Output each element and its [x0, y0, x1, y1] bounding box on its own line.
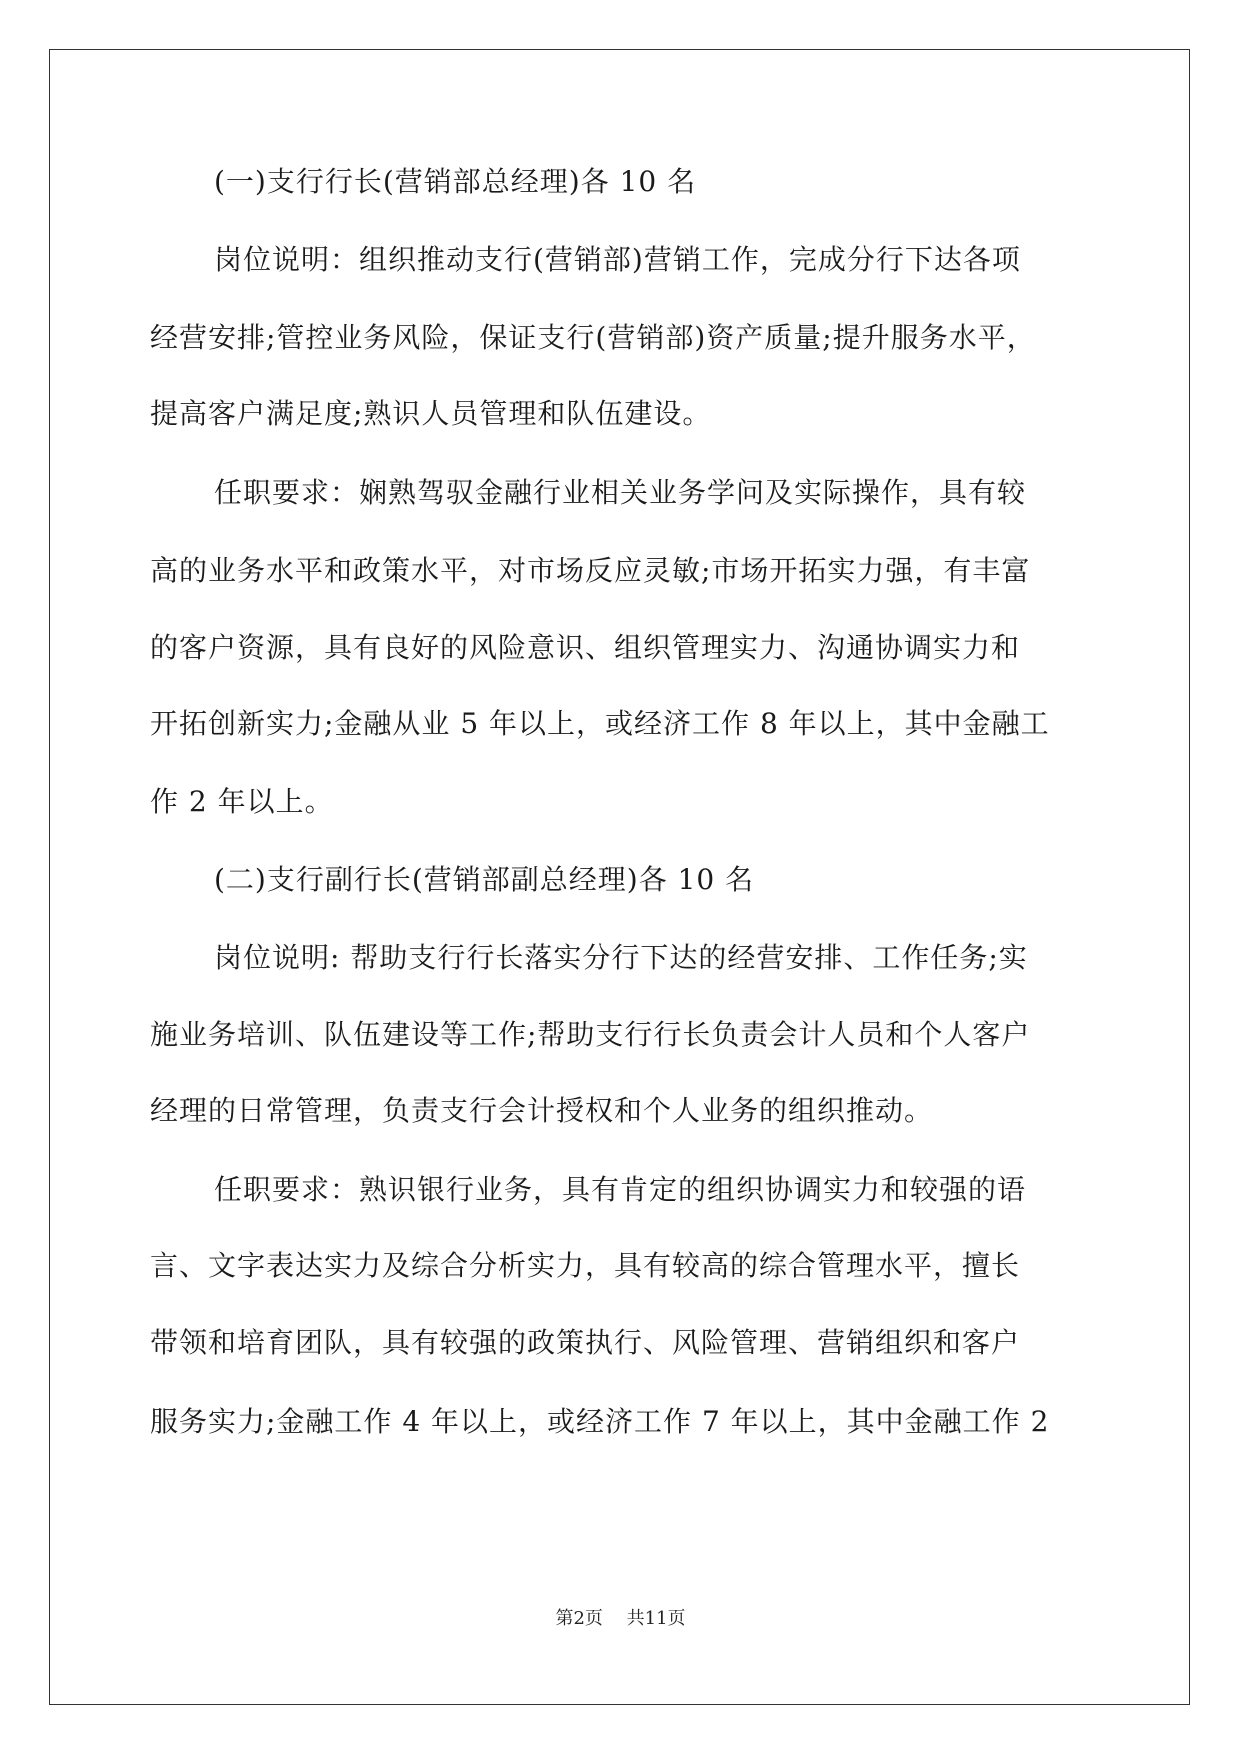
- paragraph-line: 高的业务水平和政策水平，对市场反应灵敏;市场开拓实力强，有丰富: [150, 554, 1031, 587]
- paragraph-line: 任职要求：熟识银行业务，具有肯定的组织协调实力和较强的语: [214, 1173, 1027, 1206]
- section-heading-1: (一)支行行长(营销部总经理)各 10 名: [214, 165, 697, 198]
- paragraph-line: 开拓创新实力;金融从业 5 年以上，或经济工作 8 年以上，其中金融工: [150, 707, 1050, 740]
- paragraph-line: 作 2 年以上。: [150, 785, 334, 818]
- paragraph-line: 带领和培育团队，具有较强的政策执行、风险管理、营销组织和客户: [150, 1326, 1021, 1359]
- page-number: 第2页: [555, 1608, 603, 1629]
- paragraph-line: 言、文字表达实力及综合分析实力，具有较高的综合管理水平，擅长: [150, 1249, 1021, 1282]
- paragraph-line: 施业务培训、队伍建设等工作;帮助支行行长负责会计人员和个人客户: [150, 1018, 1031, 1051]
- paragraph-line: 提高客户满足度;熟识人员管理和队伍建设。: [150, 397, 712, 430]
- paragraph-line: 岗位说明: 帮助支行行长落实分行下达的经营安排、工作任务;实: [214, 941, 1028, 974]
- paragraph-line: 岗位说明：组织推动支行(营销部)营销工作，完成分行下达各项: [214, 243, 1021, 276]
- page-footer: [0, 1604, 1241, 1630]
- paragraph-line: 服务实力;金融工作 4 年以上，或经济工作 7 年以上，其中金融工作 2: [150, 1405, 1050, 1438]
- page-total: 共11页: [626, 1608, 686, 1629]
- paragraph-line: 的客户资源，具有良好的风险意识、组织管理实力、沟通协调实力和: [150, 631, 1021, 664]
- paragraph-line: 经理的日常管理，负责支行会计授权和个人业务的组织推动。: [150, 1094, 934, 1127]
- section-heading-2: (二)支行副行长(营销部副总经理)各 10 名: [214, 863, 755, 896]
- paragraph-line: 经营安排;管控业务风险，保证支行(营销部)资产质量;提升服务水平，: [150, 321, 1036, 354]
- paragraph-line: 任职要求：娴熟驾驭金融行业相关业务学问及实际操作，具有较: [214, 476, 1027, 509]
